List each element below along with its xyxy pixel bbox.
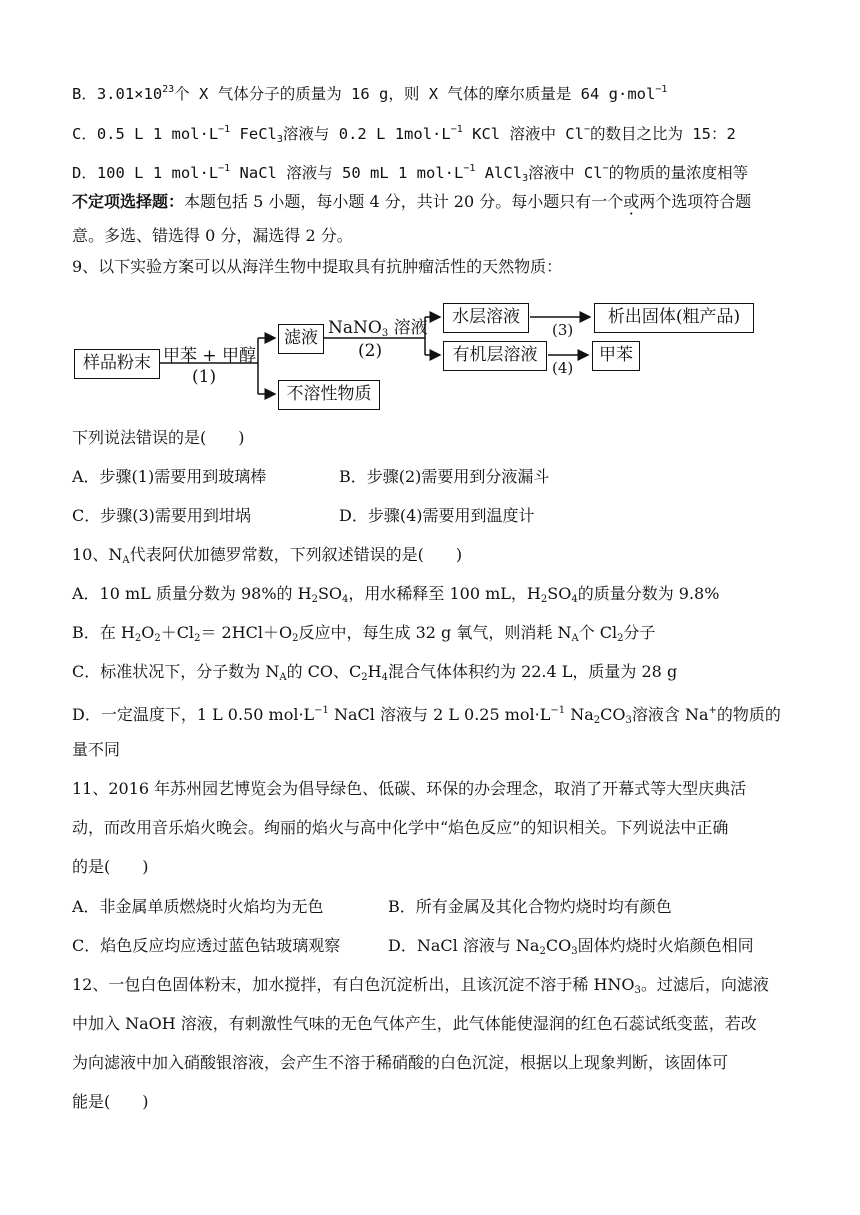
text: 代表阿伏加德罗常数，下列叙述错误的是( ) [129,545,463,564]
section-title: 不定项选择题： [72,192,185,211]
subscript: 4 [342,594,349,605]
question-9-prompt: 下列说法错误的是( ) [72,428,245,447]
question-11-line2: 动，而改用音乐焰火晚会。绚丽的焰火与高中化学中“焰色反应”的知识相关。下列说法中正确 [72,818,729,837]
question-12-line2: 中加入 NaOH 溶液，有刺激性气味的无色气体产生，此气体能使湿润的红色石蕊试纸变蓝，若改 [72,1014,757,1033]
text: 12、一包白色固体粉末，加水搅拌，有白色沉淀析出，且该沉淀不溶于稀 HNO [72,975,635,994]
q11-option-d [388,936,754,962]
text: 溶液含 Na [631,705,709,724]
question-12-line3: 为向滤液中加入硝酸银溶液，会产生不溶于稀硝酸的白色沉淀，根据以上现象判断，该固体可 [72,1053,729,1072]
text: Na [565,705,594,724]
question-9: 9、以下实验方案可以从海洋生物中提取具有抗肿瘤活性的天然物质： [72,257,563,276]
text: NaCl 溶液与 50 mL 1 mol·L [230,164,464,182]
superscript: − [583,124,590,135]
text: O [141,623,155,642]
text: 溶液与 0.2 L 1mol·L [282,125,451,143]
text: D．一定温度下，1 L 0.50 mol·L [72,705,315,724]
q9-option-a: A．步骤(1)需要用到玻璃棒 [72,467,267,486]
text: SO [547,584,572,603]
subscript: 2 [539,946,546,957]
text: NaCl 溶液与 2 L 0.25 mol·L [328,705,551,724]
text: 混合气体体积约为 22.4 L，质量为 28 g [387,662,678,681]
q9-option-d: D．步骤(4)需要用到温度计 [339,506,535,525]
q10-option-b [72,623,656,649]
superscript: −1 [463,163,476,174]
superscript: − [602,163,609,174]
text: ＋Cl [160,623,195,642]
text: 分子 [623,623,656,642]
emphasized-text: 一个或两个 · [591,192,671,211]
q10-option-d [72,701,781,731]
subscript: 2 [154,633,161,644]
text: B．3.01×10 [72,85,163,103]
text: NaNO [328,318,382,338]
text: D．NaCl 溶液与 Na [388,936,540,955]
q11-option-a: A．非金属单质燃烧时火焰均为无色 [72,897,324,916]
question-12-line1 [72,975,769,1001]
q10-option-d-line2: 量不同 [72,740,121,759]
text: C．0.5 L 1 mol·L [72,125,219,143]
superscript: −1 [218,163,231,174]
text: 固体灼烧时火焰颜色相同 [577,936,754,955]
text: SO [317,584,343,603]
text: FeCl [230,125,277,143]
superscript: + [708,705,717,716]
text: 个 Cl [578,623,618,642]
text: 选项符合题 [671,192,752,211]
subscript: 3 [634,985,641,996]
text: 溶液中 Cl [528,164,603,182]
q11-option-b: B．所有金属及其化合物灼烧时均有颜色 [388,897,672,916]
q10-option-c [72,662,677,688]
subscript: A [279,672,287,683]
filtrate-box: 滤液 [278,324,324,354]
text: A．10 mL 质量分数为 98%的 H [72,584,312,603]
step-2-label: (2) [358,341,383,361]
superscript: −1 [314,705,329,716]
text: ，用水稀释至 100 mL，H [348,584,541,603]
q10-option-a [72,584,719,610]
subscript: 2 [311,594,318,605]
subscript: 2 [540,594,548,605]
crude-product-box: 析出固体(粗产品) [594,303,754,333]
subscript: 2 [593,715,601,726]
subscript: 4 [571,594,578,605]
text: 。过滤后，向滤液 [640,975,769,994]
text: 反应中，每生成 32 g 氧气，则消耗 N [298,623,572,642]
text: 的物质的 [716,705,781,724]
subscript: 3 [522,173,529,184]
subscript: 4 [381,672,388,683]
text: 10、N [72,545,123,564]
text: 的数目之比为 15：2 [589,125,736,143]
q9-option-b: B．步骤(2)需要用到分液漏斗 [339,467,550,486]
organic-layer-box: 有机层溶液 [443,341,547,371]
step-4-label: (4) [552,359,574,377]
step-1-label: (1) [192,367,217,387]
text: 的物质的量浓度相等 [608,164,749,182]
toluene-box: 甲苯 [592,341,640,371]
subscript: 2 [134,633,142,644]
superscript: −1 [550,705,566,716]
text: ＝ 2HCl＋O [200,623,293,642]
q9-option-c: C．步骤(3)需要用到坩埚 [72,506,251,525]
text: 本题包括 5 小题，每小题 4 分，共计 20 分。每小题只有 [184,192,592,211]
subscript: 3 [625,715,632,726]
sample-powder-box: 样品粉末 [74,349,160,379]
text: 的质量分数为 9.8% [577,584,720,603]
text: 的 CO、C [286,662,362,681]
subscript: 2 [194,633,201,644]
superscript: 23 [162,84,175,95]
subscript: A [571,633,579,644]
subscript: 3 [381,328,389,339]
text: KCl 溶液中 Cl [462,125,584,143]
reagent-2-label [328,313,428,339]
question-12-line4: 能是( ) [72,1092,149,1111]
superscript: −1 [218,124,231,135]
q11-option-c: C．焰色反应均应透过蓝色钴玻璃观察 [72,936,341,955]
section-instructions-line2: 意。多选、错选得 0 分，漏选得 2 分。 [72,226,353,245]
question-10 [72,545,462,571]
subscript: 2 [361,672,368,683]
text: 个 X 气体分子的质量为 16 g，则 X 气体的摩尔质量是 64 g·mol [174,85,656,103]
text: D．100 L 1 mol·L [72,164,219,182]
subscript: 3 [276,134,283,145]
question-11-line3: 的是( ) [72,857,149,876]
superscript: −1 [450,124,463,135]
question-11-line1: 11、2016 年苏州园艺博览会为倡导绿色、低碳、环保的办会理念，取消了开幕式等大型庆典活 [72,779,747,798]
aqueous-layer-box: 水层溶液 [443,303,529,333]
text: CO [545,936,572,955]
subscript: 2 [617,633,624,644]
text: AlCl [475,164,523,182]
text: H [367,662,382,681]
text: C．标准状况下，分子数为 N [72,662,280,681]
subscript: 2 [292,633,299,644]
text: 溶液 [388,318,428,338]
text: B．在 H [72,623,135,642]
superscript: −1 [655,84,668,95]
text: CO [600,705,626,724]
reagent-1-label: 甲苯 + 甲醇 [163,346,257,366]
subscript: A [122,555,130,566]
insoluble-matter-box: 不溶性物质 [278,380,380,410]
step-3-label: (3) [552,321,574,339]
subscript: 3 [571,946,578,957]
